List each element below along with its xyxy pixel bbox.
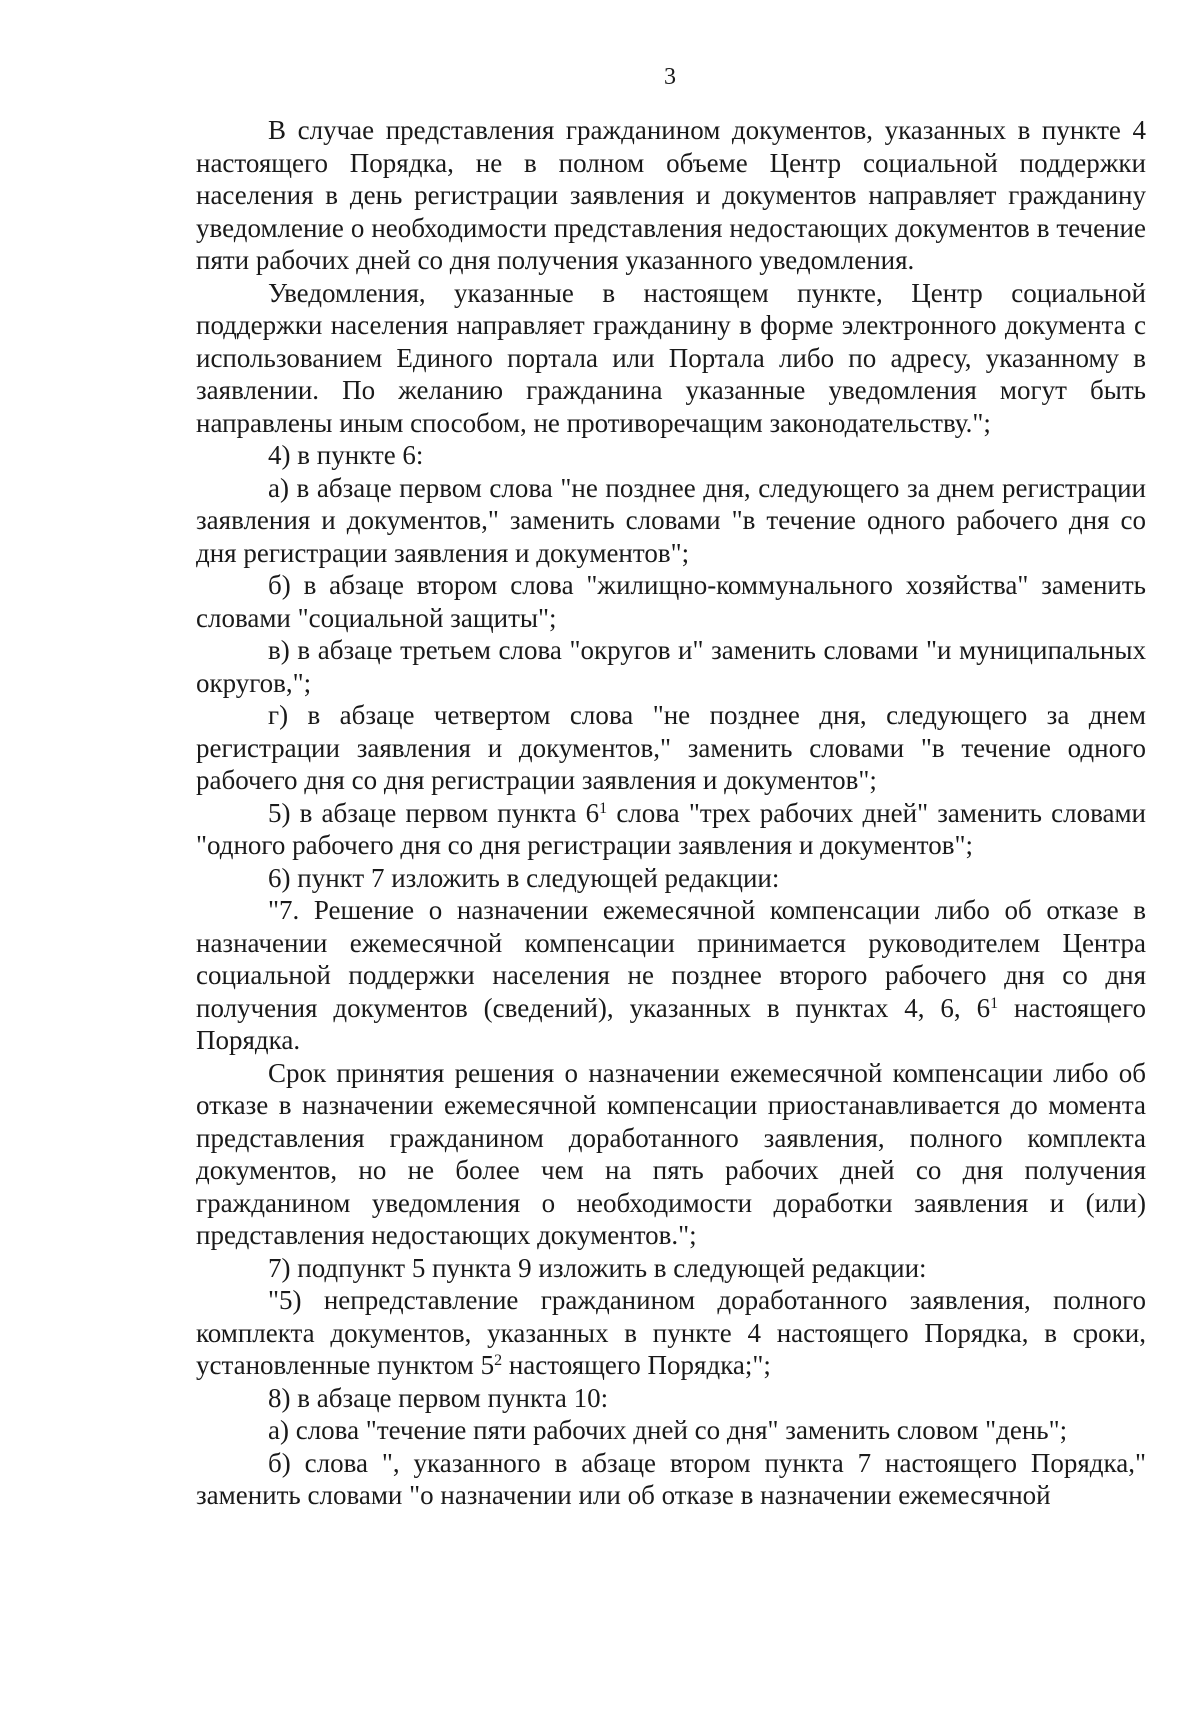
paragraph-11 [196, 1057, 1146, 1252]
paragraph-text: 5) в абзаце первом пункта 6 [268, 797, 600, 828]
paragraph-text: в) в абзаце третьем слова "округов и" заменить словами "и муниципальных округов,"; [196, 635, 1146, 698]
paragraph-text: "7. Решение о назначении ежемесячной компенсации либо об отказе в назначении ежемесячной компенсации принимается руководителем Центра социальной поддержки населения не позднее второго рабочего дня со дня получения документов (сведений), указанных в пунктах 4, 6, 6 [196, 895, 1146, 1023]
paragraph-text: "5) непредставление гражданином доработанного заявления, полного комплекта документов, указанных в пункте 4 настоящего Порядка, в сроки, установленные пунктом 5 [196, 1285, 1146, 1380]
page-number: 3 [664, 64, 676, 90]
paragraph-text: 4) в пункте 6: [268, 440, 424, 470]
paragraph-3 [196, 439, 1146, 472]
paragraph-10 [196, 894, 1146, 1057]
paragraph-16 [196, 1447, 1146, 1512]
paragraph-text: слова "трех рабочих дней" заменить словами "одного рабочего дня со дня регистрации заявления и документов"; [196, 797, 1147, 860]
paragraph-text: а) слова "течение пяти рабочих дней со дня" заменить словом "день"; [268, 1415, 1068, 1445]
paragraph-text: а) в абзаце первом слова "не позднее дня, следующего за днем регистрации заявления и документов," заменить словами "в течение одного рабочего дня со дня регистрации заявления и документов"; [196, 472, 1146, 568]
paragraph-13 [196, 1284, 1146, 1382]
paragraph-5 [196, 569, 1146, 634]
paragraph-4 [196, 472, 1146, 570]
paragraph-text: настоящего Порядка. [196, 992, 1146, 1055]
paragraph-text: 8) в абзаце первом пункта 10: [268, 1382, 609, 1413]
paragraph-2 [196, 277, 1146, 440]
paragraph-12 [196, 1252, 1146, 1285]
paragraph-text: б) в абзаце втором слова "жилищно-коммунального хозяйства" заменить словами "социальной защиты"; [196, 570, 1146, 633]
document-body [196, 114, 1146, 1512]
paragraph-text: Уведомления, указанные в настоящем пункте, Центр социальной поддержки населения направляет гражданину в форме электронного документа с использованием Единого портала или Портала либо по адресу, указанному в заявлении. По желанию гражданина указанные уведомления могут быть направлены иным способом, не противоречащим законодательству."; [196, 277, 1146, 438]
paragraph-text: Срок принятия решения о назначении ежемесячной компенсации либо об отказе в назначении ежемесячной компенсации приостанавливается до момента представления гражданином доработанного заявления, полного комплекта документов, но не более чем на пять рабочих дней со дня получения гражданином уведомления о необходимости доработки заявления и (или) представления недостающих документов."; [196, 1057, 1146, 1250]
paragraph-text: 7) подпункт 5 пункта 9 изложить в следующей редакции: [268, 1252, 927, 1283]
paragraph-6 [196, 634, 1146, 699]
superscript: 1 [990, 994, 999, 1012]
paragraph-text: 6) пункт 7 изложить в следующей редакции: [268, 862, 780, 893]
paragraph-text: В случае представления гражданином документов, указанных в пункте 4 настоящего Порядка, не в полном объеме Центр социальной поддержки населения в день регистрации заявления и документов направляет гражданину уведомление о необходимости представления недостающих документов в течение пяти рабочих дней со дня получения указанного уведомления. [196, 115, 1146, 275]
paragraph-text: г) в абзаце четвертом слова "не позднее дня, следующего за днем регистрации заявления и документов," заменить словами "в течение одного рабочего дня со дня регистрации заявления и документов"; [196, 700, 1146, 795]
paragraph-9 [196, 862, 1146, 895]
paragraph-14 [196, 1382, 1146, 1415]
paragraph-text: настоящего Порядка;"; [502, 1350, 771, 1380]
superscript: 2 [494, 1352, 503, 1369]
paragraph-1 [196, 114, 1146, 277]
superscript: 1 [599, 799, 608, 817]
paragraph-7 [196, 699, 1146, 797]
paragraph-text: б) слова ", указанного в абзаце втором пункта 7 настоящего Порядка," заменить словами "о назначении или об отказе в назначении ежемесячной [196, 1447, 1146, 1510]
paragraph-15 [196, 1414, 1146, 1447]
paragraph-8 [196, 797, 1146, 862]
